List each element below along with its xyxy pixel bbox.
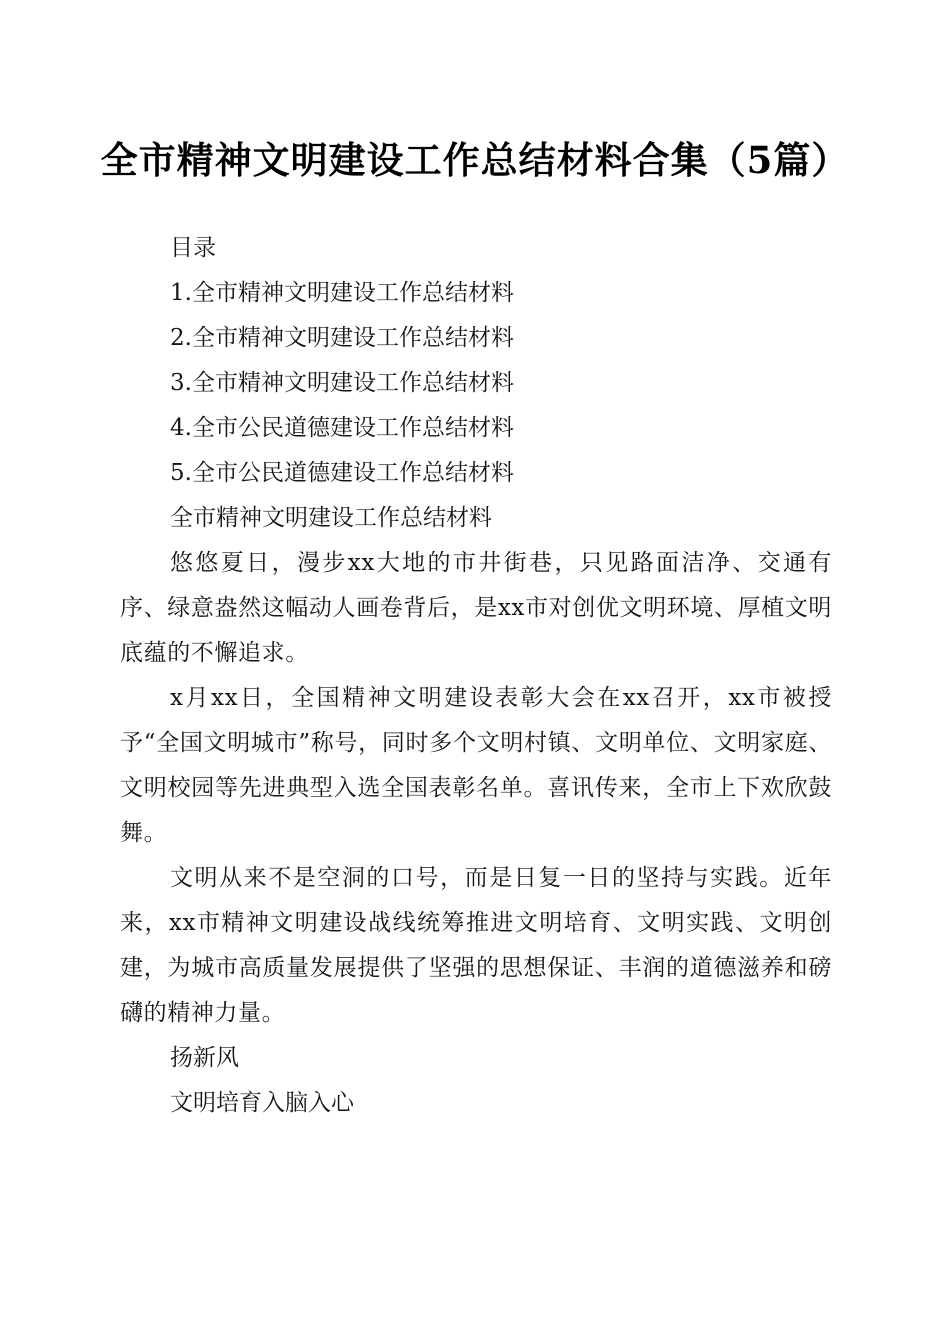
paragraph-3: 文明从来不是空洞的口号，而是日复一日的坚持与实践。近年来，xx市精神文明建设战线统筹推进文明培育、文明实践、文明创建，为城市高质量发展提供了坚强的思想保证、丰润的道德滋养和磅礴的精神力量。 [120, 865, 832, 1026]
toc-item-1: 1.全市精神文明建设工作总结材料 [170, 280, 514, 306]
document-body [120, 226, 832, 1126]
paragraph-1: 悠悠夏日，漫步xx大地的市井街巷，只见路面洁净、交通有序、绿意盎然这幅动人画卷背后，是xx市对创优文明环境、厚植文明底蕴的不懈追求。 [120, 550, 832, 666]
toc-item-5: 5.全市公民道德建设工作总结材料 [170, 460, 514, 486]
paragraph-2: x月xx日，全国精神文明建设表彰大会在xx召开，xx市被授予“全国文明城市”称号，同时多个文明村镇、文明单位、文明家庭、文明校园等先进典型入选全国表彰名单。喜讯传来，全市上下欢欣鼓舞。 [120, 685, 832, 846]
toc-item-2: 2.全市精神文明建设工作总结材料 [170, 325, 514, 351]
subheading-1: 扬新风 [170, 1045, 239, 1071]
subheading-2: 文明培育入脑入心 [170, 1090, 354, 1116]
toc-item-4: 4.全市公民道德建设工作总结材料 [170, 415, 514, 441]
document-title: 全市精神文明建设工作总结材料合集（5篇） [100, 138, 850, 182]
toc-item-3: 3.全市精神文明建设工作总结材料 [170, 370, 514, 396]
toc-heading: 目录 [170, 235, 216, 261]
section-title: 全市精神文明建设工作总结材料 [170, 505, 492, 531]
